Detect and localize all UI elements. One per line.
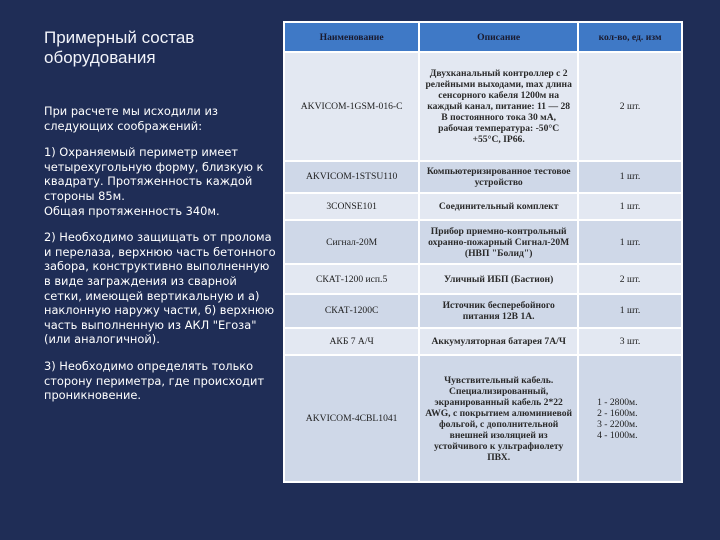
cell-description: Двухканальный контроллер с 2 релейными выходами, max длина сенсорного кабеля 1200м на каждый канал, питание: 11 — 28 В постоянного тока 30 мА, рабочая температура: -50°С +55°С, IP66.	[420, 53, 577, 160]
slide-title: Примерный состав оборудования	[44, 28, 195, 67]
table-row	[285, 295, 681, 327]
cell-name: СКАТ-1200С	[285, 295, 418, 327]
cell-quantity: 1 - 2800м. 2 - 1600м. 3 - 2200м. 4 - 1000м.	[579, 356, 681, 481]
cell-quantity: 1 шт.	[579, 221, 681, 263]
cell-description: Компьютеризированное тестовое устройство	[420, 162, 577, 192]
equipment-table-container	[283, 21, 683, 483]
header-quantity: кол-во, ед. изм	[579, 23, 681, 51]
point-1-total-paragraph: Общая протяженность 340м.	[44, 203, 220, 218]
cell-description: Аккумуляторная батарея 7А/Ч	[420, 329, 577, 354]
cell-description: Прибор приемно-контрольный охранно-пожарный Сигнал-20М (НВП "Болид")	[420, 221, 577, 263]
cell-quantity: 2 шт.	[579, 53, 681, 160]
cell-description: Уличный ИБП (Бастион)	[420, 265, 577, 293]
table-row	[285, 53, 681, 160]
cell-quantity: 1 шт.	[579, 295, 681, 327]
cell-name: AKVICOM-1STSU110	[285, 162, 418, 192]
cell-description: Соединительный комплект	[420, 194, 577, 219]
cell-name: AKVICOM-1GSM-016-C	[285, 53, 418, 160]
cell-name: AKVICOM-4CBL1041	[285, 356, 418, 481]
table-header-row	[285, 23, 681, 51]
cell-description: Чувствительный кабель. Специализированный, экранированный кабель 2*22 AWG, с покрытием алюминиевой фольгой, с дополнительной внешней изоляцией из устойчивого к ультрафиолету ПВХ.	[420, 356, 577, 481]
table-row	[285, 194, 681, 219]
cell-quantity: 1 шт.	[579, 162, 681, 192]
point-1-paragraph: 1) Охраняемый периметр имеет четырехугольную форму, близкую к квадрату. Протяженность каждой стороны 85м.	[44, 145, 264, 203]
considerations-text	[44, 104, 276, 415]
cell-description: Источник бесперебойного питания 12В 1А.	[420, 295, 577, 327]
cell-quantity: 1 шт.	[579, 194, 681, 219]
cell-quantity: 3 шт.	[579, 329, 681, 354]
cell-name: СКАТ-1200 исп.5	[285, 265, 418, 293]
point-2-paragraph: 2) Необходимо защищать от пролома и перелаза, верхнюю часть бетонного забора, конструктивно выполненную в виде заграждения из сварной сетки, имеющей вертикальную и а) наклонную наружу части, б) верхнюю часть выполненную из АКЛ "Егоза" (или аналогичной).	[44, 230, 276, 347]
header-name: Наименование	[285, 23, 418, 51]
cell-name: 3CONSE101	[285, 194, 418, 219]
equipment-table	[283, 21, 683, 483]
cell-quantity: 2 шт.	[579, 265, 681, 293]
cell-name: АКБ 7 А/Ч	[285, 329, 418, 354]
table-row	[285, 221, 681, 263]
intro-paragraph: При расчете мы исходили из следующих соображений:	[44, 104, 218, 133]
table-row	[285, 329, 681, 354]
point-3-paragraph: 3) Необходимо определять только сторону периметра, где происходит проникновение.	[44, 358, 265, 403]
table-row	[285, 356, 681, 481]
cell-name: Сигнал-20М	[285, 221, 418, 263]
table-row	[285, 162, 681, 192]
header-description: Описание	[420, 23, 577, 51]
table-row	[285, 265, 681, 293]
